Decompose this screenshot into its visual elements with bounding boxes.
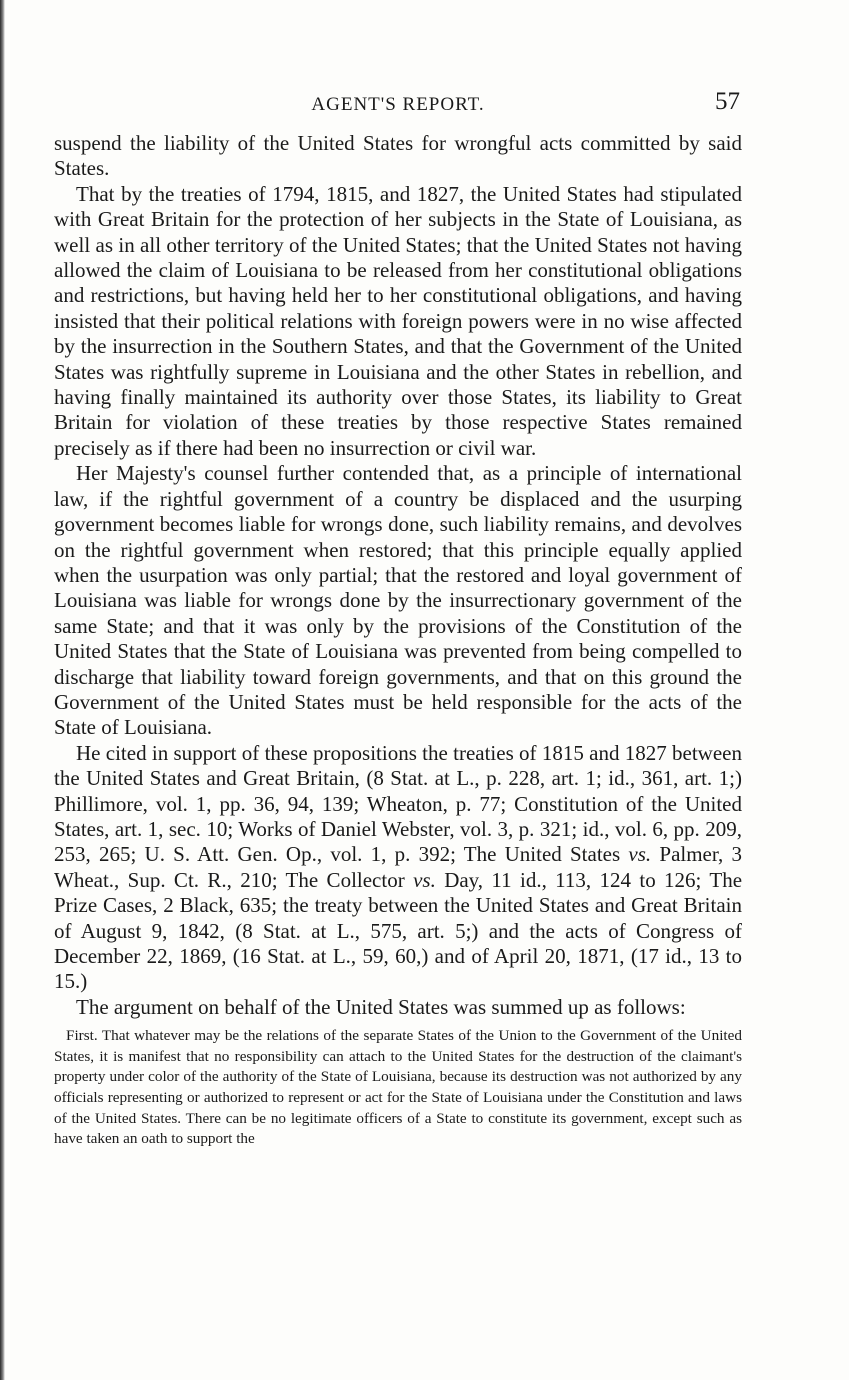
page-number: 57 [715,88,740,115]
citation-versus-1: vs. [628,842,652,867]
page-binding-edge [0,0,5,1380]
paragraph-first-point: First. That whatever may be the relations of the separate States of the Union to the Government of the United States, it is manifest that no responsibility can attach to the United States for the destruction of the claimant's property under color of the authority of the State of Louisiana, because its destruction was not authorized by any officials representing or authorized to represent or act for the State of Louisiana under the Constitution and laws of the United States. There can be no legitimate officers of a State to constitute its government, except such as have taken an oath to support the [54,1027,742,1148]
paragraph-citations [54,741,742,995]
paragraph-continuation: suspend the liability of the United States for wrongful acts committed by said States. [54,131,742,181]
page-header [54,88,742,128]
running-head: AGENT'S REPORT. [311,94,485,115]
citations-part-b: Palmer, 3 Wheat., Sup. Ct. R., 210; The Collector [54,842,743,892]
page-body [54,131,742,1150]
paragraph-argument-intro: The argument on behalf of the United States was summed up as follows: [76,994,686,1019]
citation-versus-2: vs. [413,867,436,892]
citations-part-a: He cited in support of these propositions the treaties of 1815 and 1827 between the United States and Great Britain, (8 Stat. at L., p. 228, art. 1; id., 361, art. 1;) Phillimore, vol. 1, pp. 36, 94, 139; Wheaton, p. 77; Constitution of the United States, art. 1, sec. 10; Works of Daniel Webster, vol. 3, p. 321; id., vol. 6, pp. 209, 253, 265; U. S. Att. Gen. Op., vol. 1, p. 392; The United States [54,740,742,867]
paragraph-counsel-contention: Her Majesty's counsel further contended that, as a principle of international law, if the rightful government of a country be displaced and the usurping government becomes liable for wrongs done, such liability remains, and devolves on the rightful government when restored; that this principle equally applied when the usurpation was only partial; that the restored and loyal government of Louisiana was liable for wrongs done by the insurrectionary government of the same State; and that it was only by the provisions of the Constitution of the United States that the State of Louisiana was prevented from being compelled to discharge that liability toward foreign governments, and that on this ground the Government of the United States must be held responsible for the acts of the State of Louisiana. [54,461,742,740]
citations-part-c: Day, 11 id., 113, 124 to 126; The Prize Cases, 2 Black, 635; the treaty between the United States and Great Britain of August 9, 1842, (8 Stat. at L., 575, art. 5;) and the acts of Congress of December 22, 1869, (16 Stat. at L., 59, 60,) and of April 20, 1871, (17 id., 13 to 15.) [54,867,743,994]
paragraph-treaties: That by the treaties of 1794, 1815, and 1827, the United States had stipulated with Great Britain for the protection of her subjects in the State of Louisiana, as well as in all other territory of the United States; that the United States not having allowed the claim of Louisiana to be released from her constitutional obligations and restrictions, but having held her to her constitutional obligations, and having insisted that their political relations with foreign powers were in no wise affected by the insurrection in the Southern States, and that the Government of the United States was rightfully supreme in Louisiana and the other States in rebellion, and having finally maintained its authority over those States, its liability to Great Britain for violation of these treaties by those respective States remained precisely as if there had been no insurrection or civil war. [54,181,742,460]
